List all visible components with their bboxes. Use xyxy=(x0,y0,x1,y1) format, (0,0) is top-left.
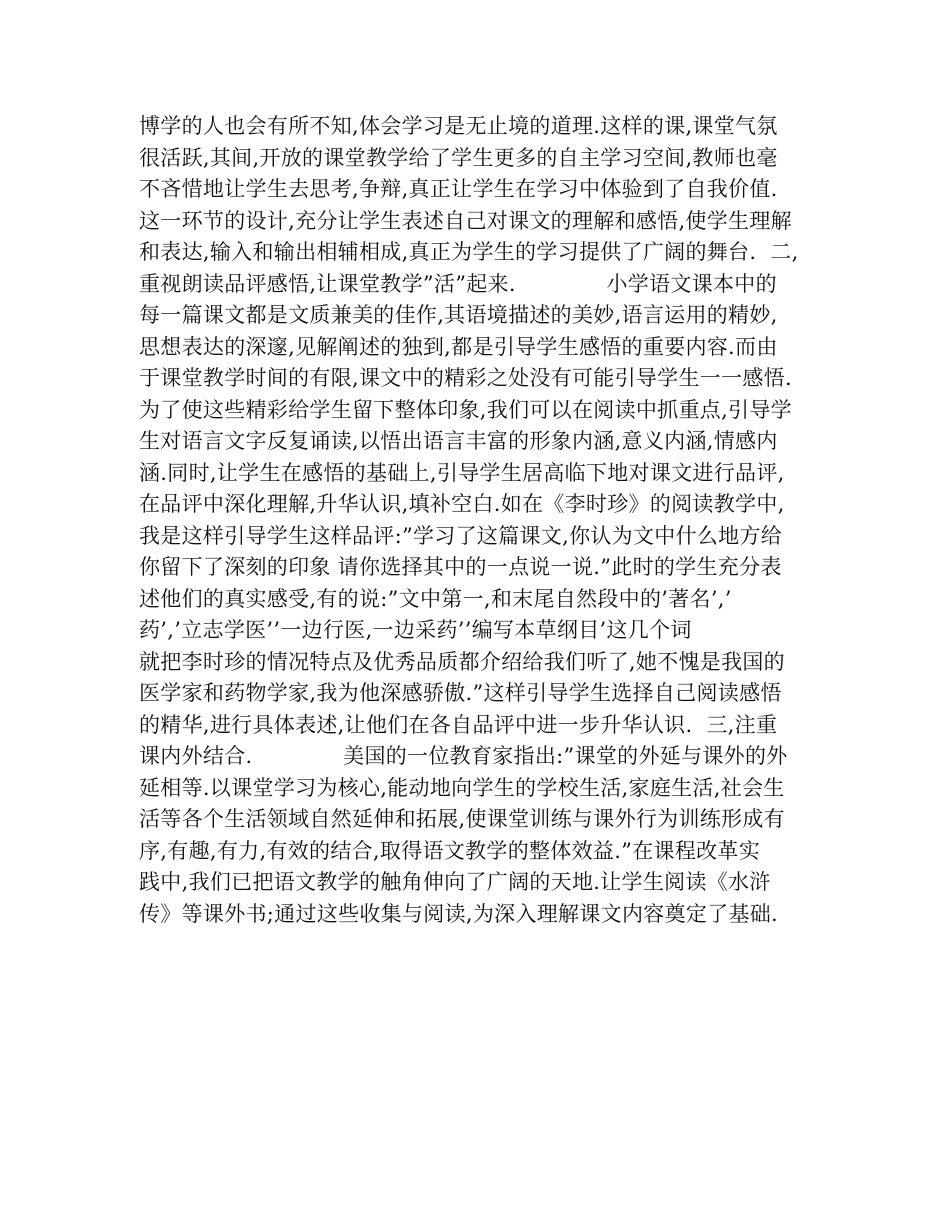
text-line: 药’,’立志学医’’一边行医,一边采药’’编写本草纲目’这几个词 xyxy=(139,618,692,642)
text-line: 思想表达的深邃,见解阐述的独到,都是引导学生感悟的重要内容.而由 xyxy=(139,334,778,359)
text-line: 生对语言文字反复诵读,以悟出语言丰富的形象内涵,意义内涵,情感内 xyxy=(139,429,778,453)
text-line: 我是这样引导学生这样品评:”学习了这篇课文,你认为文中什么地方给 xyxy=(139,523,783,548)
text-line: 述他们的真实感受,有的说:”文中第一,和末尾自然段中的’著名’,’ xyxy=(139,586,732,611)
text-line: 涵.同时,让学生在感悟的基础上,引导学生居高临下地对课文进行品评, xyxy=(139,460,785,485)
text-line: 医学家和药物学家,我为他深感骄傲.”这样引导学生选择自己阅读感悟 xyxy=(139,681,782,705)
text-line: 序,有趣,有力,有效的结合,取得语文教学的整体效益.”在课程改革实 xyxy=(139,838,761,863)
text-line: 和表达,输入和输出相辅相成,真正为学生的学习提供了广阔的舞台. 二, xyxy=(139,240,799,264)
text-line: 践中,我们已把语文教学的触角伸向了广阔的天地.让学生阅读《水浒 xyxy=(139,870,771,894)
text-line: 课内外结合. 美国的一位教育家指出:”课堂的外延与课外的外 xyxy=(139,744,788,768)
text-line: 博学的人也会有所不知,体会学习是无止境的道理.这样的课,课堂气氛 xyxy=(139,114,778,138)
text-line: 每一篇课文都是文质兼美的佳作,其语境描述的美妙,语言运用的精妙, xyxy=(139,303,778,327)
text-line: 重视朗读品评感悟,让课堂教学”活”起来. 小学语文课本中的 xyxy=(139,271,777,296)
text-line: 为了使这些精彩给学生留下整体印象,我们可以在阅读中抓重点,引导学 xyxy=(139,397,792,422)
text-line: 的精华,进行具体表述,让他们在各自品评中进一步升华认识. 三,注重 xyxy=(139,712,778,737)
text-line: 传》等课外书;通过这些收集与阅读,为深入理解课文内容奠定了基础. xyxy=(139,901,779,926)
document-body xyxy=(139,111,839,930)
text-line: 很活跃,其间,开放的课堂教学给了学生更多的自主学习空间,教师也毫 xyxy=(139,145,778,170)
text-line: 活等各个生活领域自然延伸和拓展,使课堂训练与课外行为训练形成有 xyxy=(139,807,785,831)
text-line: 在品评中深化理解,升华认识,填补空白.如在《李时珍》的阅读教学中, xyxy=(139,492,785,516)
text-line: 这一环节的设计,充分让学生表述自己对课文的理解和感悟,使学生理解 xyxy=(139,208,792,233)
text-line: 不吝惜地让学生去思考,争辩,真正让学生在学习中体验到了自我价值. xyxy=(139,177,778,201)
text-line: 于课堂教学时间的有限,课文中的精彩之处没有可能引导学生一一感悟. xyxy=(139,366,792,390)
text-line: 你留下了深刻的印象 请你选择其中的一点说一说.”此时的学生充分表 xyxy=(139,555,782,579)
text-line: 就把李时珍的情况特点及优秀品质都介绍给我们听了,她不愧是我国的 xyxy=(139,649,785,674)
text-line: 延相等.以课堂学习为核心,能动地向学生的学校生活,家庭生活,社会生 xyxy=(139,775,785,800)
